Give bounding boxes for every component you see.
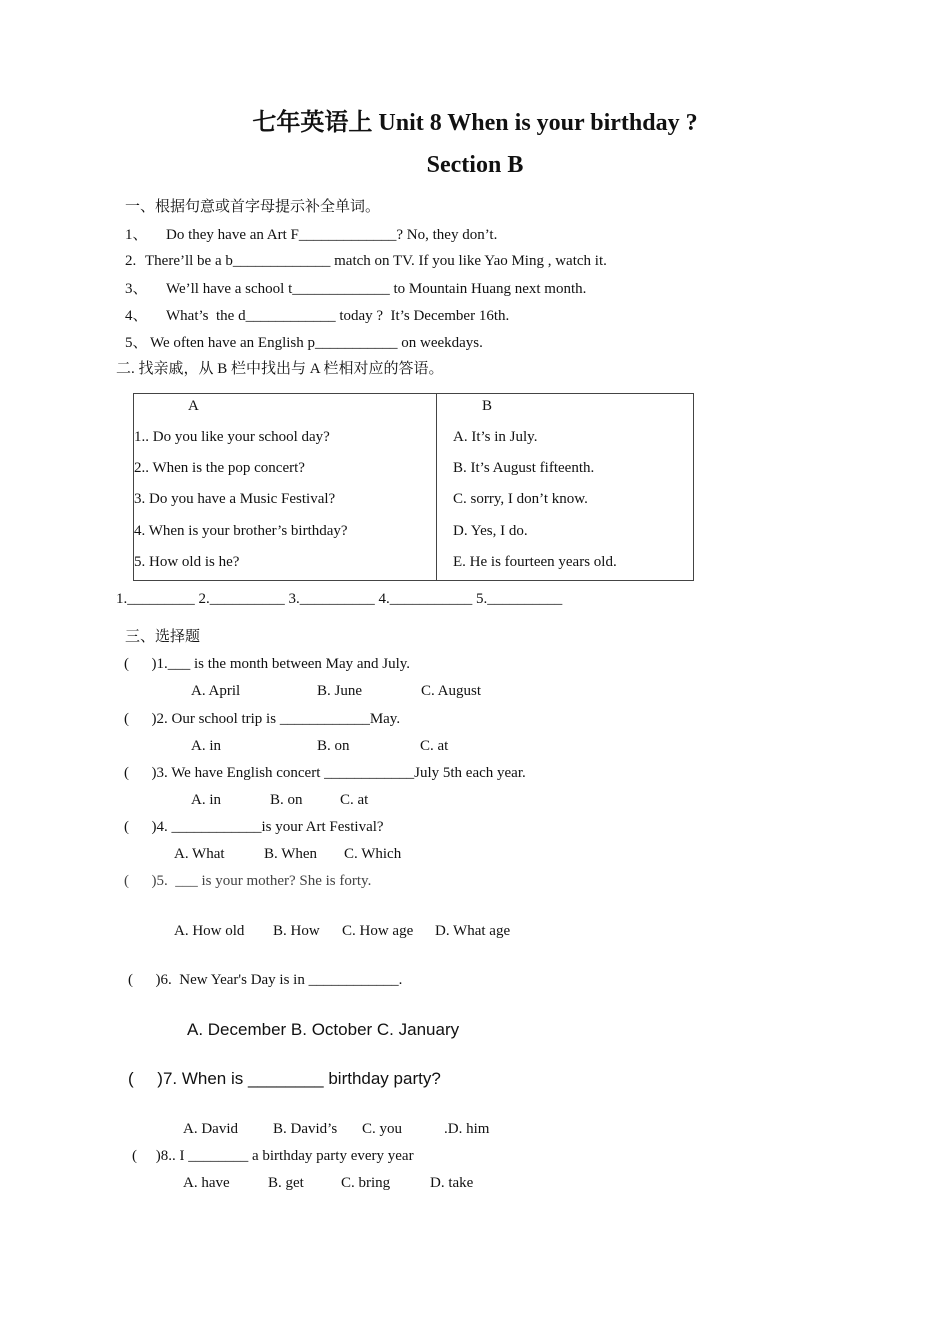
part1-item-text: We often have an English p___________ on weekdays. bbox=[150, 335, 483, 351]
option: B. get bbox=[268, 1175, 304, 1191]
option: D. take bbox=[430, 1175, 474, 1191]
option: B. How bbox=[273, 923, 320, 939]
option: .D. him bbox=[444, 1121, 490, 1137]
part1-item-text: Do they have an Art F_____________? No, they don’t. bbox=[166, 227, 498, 243]
part1-item-num: 1、 bbox=[125, 227, 148, 243]
part1-item-num: 4、 bbox=[125, 308, 148, 324]
option: A. in bbox=[191, 738, 221, 754]
option: C. you bbox=[362, 1121, 403, 1137]
question-stem: ( )8.. I ________ a birthday party every year bbox=[132, 1148, 414, 1164]
option: A. April bbox=[191, 683, 241, 699]
section-title: Section B bbox=[426, 152, 524, 178]
answer-line: 1._________ 2.__________ 3.__________ 4.___________ 5.__________ bbox=[116, 591, 563, 607]
question-stem: ( )1.___ is the month between May and July. bbox=[124, 656, 411, 672]
part1-item-text: What’s the d____________ today ? It’s December 16th. bbox=[166, 308, 510, 324]
part1-item-num: 2. bbox=[125, 253, 137, 269]
question-stem: ( )4. ____________is your Art Festival? bbox=[124, 819, 384, 835]
column-a-item: 1.. Do you like your school day? bbox=[134, 429, 330, 445]
column-b-item: C. sorry, I don’t know. bbox=[453, 491, 588, 507]
column-b-item: E. He is fourteen years old. bbox=[453, 554, 617, 570]
part1-item-num: 5、 bbox=[125, 335, 148, 351]
page-title: 七年英语上 Unit 8 When is your birthday ? bbox=[252, 110, 698, 136]
option: B. When bbox=[264, 846, 318, 862]
column-a-item: 2.. When is the pop concert? bbox=[134, 460, 305, 476]
option: B. on bbox=[270, 792, 303, 808]
column-a-header: A bbox=[188, 398, 199, 414]
column-a-item: 3. Do you have a Music Festival? bbox=[134, 491, 336, 507]
column-b-header: B bbox=[482, 398, 493, 414]
option: B. on bbox=[317, 738, 350, 754]
column-b-item: B. It’s August fifteenth. bbox=[453, 460, 595, 476]
option: C. August bbox=[421, 683, 482, 699]
question-stem: ( )2. Our school trip is ____________May. bbox=[124, 711, 401, 727]
option: A. What bbox=[174, 846, 225, 862]
option: B. David’s bbox=[273, 1121, 338, 1137]
option: A. How old bbox=[174, 923, 245, 939]
part1-item-num: 3、 bbox=[125, 281, 148, 297]
table-divider bbox=[436, 394, 437, 580]
part3-heading: 三、选择题 bbox=[125, 629, 201, 645]
part1-item-text: We’ll have a school t_____________ to Mountain Huang next month. bbox=[166, 281, 587, 297]
option: C. bring bbox=[341, 1175, 391, 1191]
option: C. How age bbox=[342, 923, 414, 939]
question-stem: ( )5. ___ is your mother? She is forty. bbox=[124, 873, 372, 889]
option: D. What age bbox=[435, 923, 511, 939]
column-b-item: D. Yes, I do. bbox=[453, 523, 528, 539]
column-a-item: 5. How old is he? bbox=[134, 554, 240, 570]
option: B. June bbox=[317, 683, 362, 699]
option: C. at bbox=[420, 738, 449, 754]
question-stem: ( )6. New Year's Day is in ____________. bbox=[128, 972, 403, 988]
option: A. in bbox=[191, 792, 221, 808]
question-stem: ( )7. When is ________ birthday party? bbox=[128, 1069, 441, 1088]
option: C. Which bbox=[344, 846, 402, 862]
option: A. David bbox=[183, 1121, 238, 1137]
option: C. at bbox=[340, 792, 369, 808]
part1-heading: 一、根据句意或首字母提示补全单词。 bbox=[125, 199, 381, 215]
column-a-item: 4. When is your brother’s birthday? bbox=[134, 523, 348, 539]
part1-item-text: There’ll be a b_____________ match on TV. If you like Yao Ming , watch it. bbox=[145, 253, 607, 269]
question-stem: ( )3. We have English concert ____________July 5th each year. bbox=[124, 765, 526, 781]
options-line: A. December B. October C. January bbox=[187, 1020, 460, 1039]
column-b-item: A. It’s in July. bbox=[453, 429, 538, 445]
part2-heading: 二. 找亲戚，从 B 栏中找出与 A 栏相对应的答语。 bbox=[116, 361, 444, 377]
option: A. have bbox=[183, 1175, 230, 1191]
